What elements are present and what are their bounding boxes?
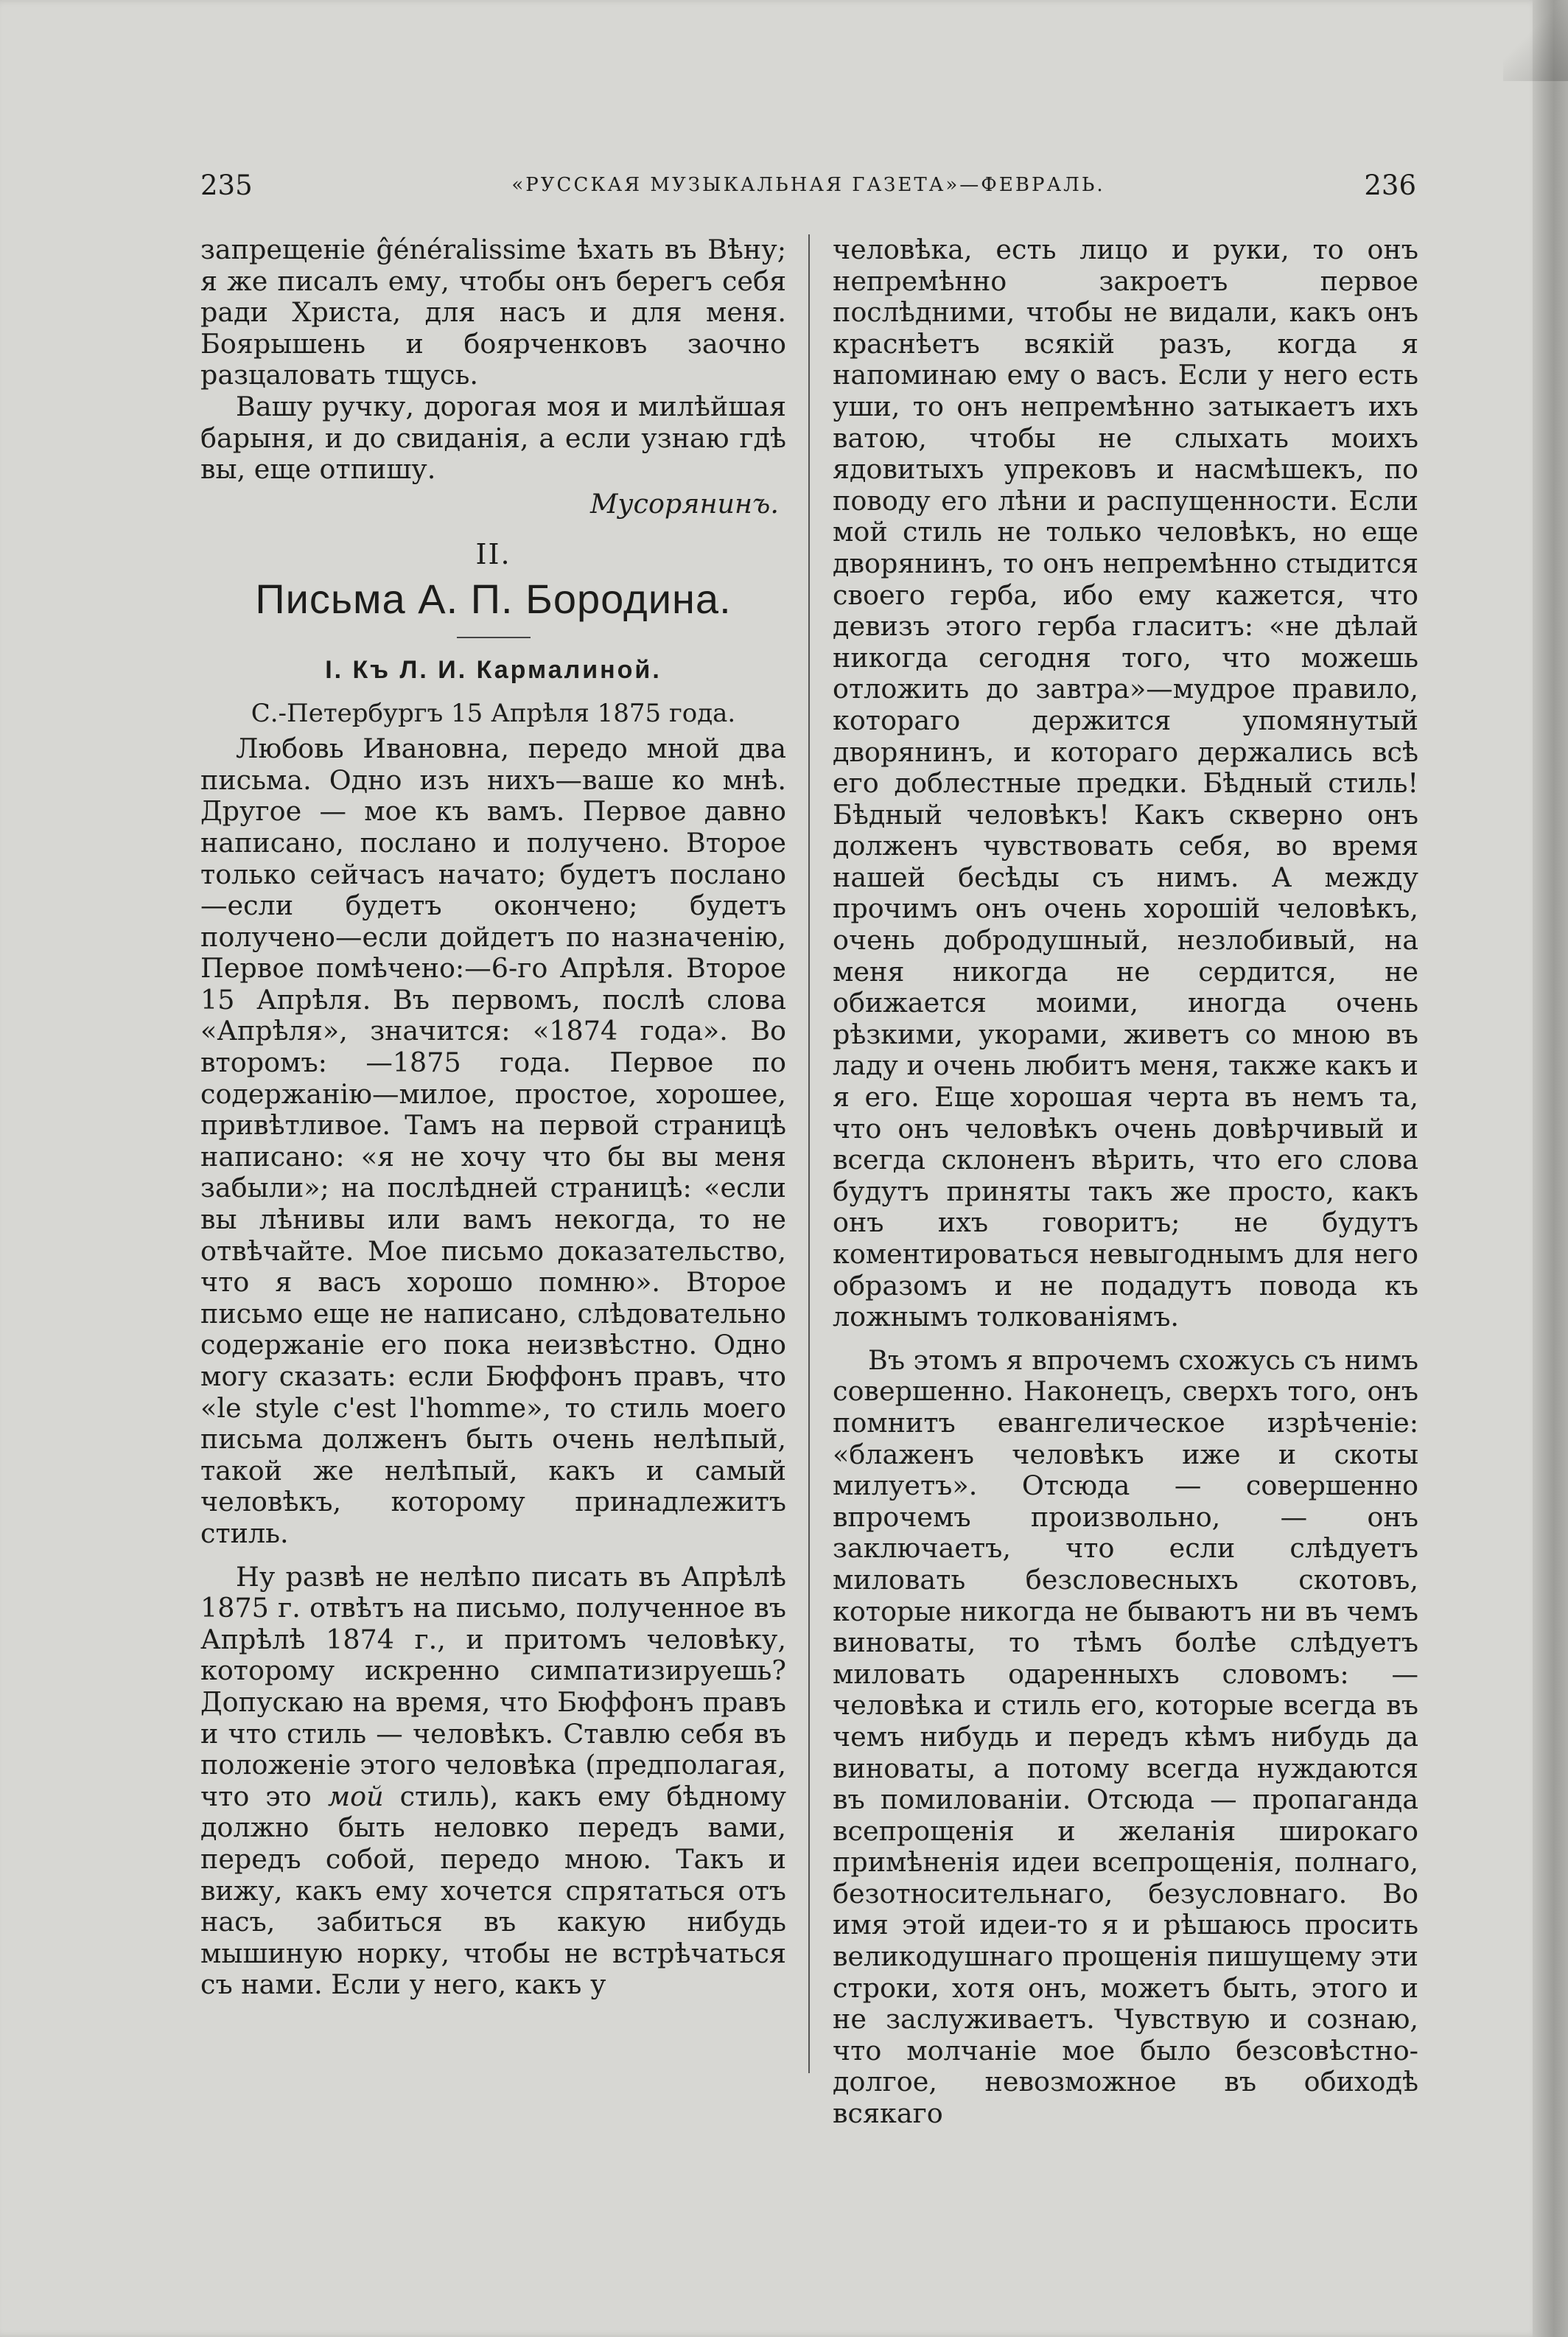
running-title: «РУССКАЯ МУЗЫКАЛЬНАЯ ГАЗЕТА»—ФЕВРАЛЬ. [511, 174, 1105, 196]
section-title: Письма А. П. Бородина. [255, 575, 732, 622]
left-column [200, 234, 786, 2001]
right-column [833, 234, 1418, 2130]
page-fold-edge [1533, 0, 1568, 2337]
right-paragraph-1: человѣка, есть лицо и руки, то онъ непремѣнно закроетъ первое послѣдними, чтобы не видали, какъ онъ краснѣетъ всякій разъ, когда я напоминаю ему о васъ. Если у него есть уши, то онъ непремѣнно затыкаетъ ихъ ватою, чтобы не слыхать моихъ ядовитыхъ упрековъ и насмѣшекъ, по поводу его лѣни и распущенности. Если мой стиль не только человѣкъ, но еще дворянинъ, то онъ непремѣнно стыдится своего герба, ибо ему кажется, что девизъ этого герба гласитъ: «не дѣлай никогда сегодня того, что можешь отложить до завтра»—мудрое правило, котораго держится упомянутый дворянинъ, и котораго держались всѣ его доблестные предки. Бѣдный стиль! Бѣдный человѣкъ! Какъ скверно онъ долженъ чувствовать себя, во время нашей бесѣды съ нимъ. А между прочимъ онъ очень хорошій человѣкъ, очень добродушный, незлобивый, на меня никогда не сердится, не обижается моими, иногда очень рѣзкими, укорами, живетъ со мною въ ладу и очень любитъ меня, также какъ и я его. Еще хорошая черта въ немъ та, что онъ человѣкъ очень довѣрчивый и всегда склоненъ вѣрить, что его слова будутъ приняты такъ же просто, какъ онъ ихъ говоритъ; не будутъ коментироваться невыгоднымъ для него образомъ и не подадутъ повода къ ложнымъ толкованіямъ. [833, 234, 1418, 1333]
right-paragraph-2: Въ этомъ я впрочемъ схожусь съ нимъ совершенно. Наконецъ, сверхъ того, онъ помнитъ евангелическое изрѣченie: «блаженъ человѣкъ иже и скоты милуетъ». Отсюда — совершенно впрочемъ произвольно, — онъ заключаетъ, что если слѣдуетъ миловать безсловесныхъ скотовъ, которые никогда не бываютъ ни въ чемъ виноваты, то тѣмъ болѣе слѣдуетъ миловать одаренныхъ словомъ: — человѣка и стиль его, которые всегда въ чемъ нибудь и передъ кѣмъ нибудь да виноваты, а потому всегда нуждаются въ помилованіи. Отсюда — пропаганда всепрощенія и желанія широкаго примѣненія идеи всепрощенія, полнаго, безотносительнаго, безусловнаго. Во имя этой идеи-то я и рѣшаюсь просить великодушнаго прощенія пишущему эти строки, хотя онъ, можетъ быть, этого и не заслуживаетъ. Чувствую и сознаю, что молчанie мое было безсовѣстно-долгое, невозможное въ обиходѣ всякаго [833, 1344, 1418, 2130]
title-rule [457, 637, 531, 638]
letter-paragraph-2-part-a: Ну развѣ не нелѣпо писать въ Апрѣлѣ 1875 г. отвѣтъ на письмо, полученное въ Апрѣлѣ 1874 г., и притомъ человѣку, которому искренно симпатизируешь? Допускаю на время, что Бюффонъ правъ и что стиль — человѣкъ. Ставлю себя въ положенie этого человѣка (предполагая, что это [200, 1560, 786, 1812]
page-number-left: 235 [200, 170, 253, 201]
letter-heading: I. Къ Л. И. Кармалиной. [325, 655, 662, 684]
letter-paragraph-1: Любовь Ивановна, передо мной два письма. Одно изъ нихъ—ваше ко мнѣ. Другое — мое къ вамъ. Первое давно написано, послано и получено. Второе только сейчасъ начато; будетъ послано—если будетъ окончено; будетъ получено—если дойдетъ по назначенію, Первое помѣчено:—6-го Апрѣля. Второе 15 Апрѣля. Въ первомъ, послѣ слова «Апрѣля», значится: «1874 года». Во второмъ: —1875 года. Первое по содержанію—милое, простое, хорошее, привѣтливое. Тамъ на первой страницѣ написано: «я не хочу что бы вы меня забыли»; на послѣдней страницѣ: «если вы лѣнивы или вамъ некогда, то не отвѣчайте. Мое письмо доказательство, что я васъ хорошо помню». Второе письмо еще не написано, слѣдовательно содержанie его пока неизвѣстно. Одно могу сказать: если Бюффонъ правъ, что «le style c'est l'homme», то стиль моего письма долженъ быть очень нелѣпый, такой же нелѣпый, какъ и самый человѣкъ, которому принадлежитъ стиль. [200, 733, 786, 1549]
signature: Мусорянинъ. [589, 487, 779, 520]
page-corner-shadow [1503, 0, 1568, 81]
letter-paragraph-2-part-b: стиль), какъ ему бѣдному должно быть неловко передъ вами, передъ собой, передо мною. Такъ и вижу, какъ ему хочется спрятаться отъ насъ, забиться въ какую нибудь мышиную норку, чтобы не встрѣчаться съ нами. Если у него, какъ у [200, 1780, 787, 2001]
page-header [200, 164, 1416, 208]
closing-paragraph: Вашу ручку, дорогая моя и милѣйшая барыня, и до свиданія, а если узнаю гдѣ вы, еще отпишу. [200, 390, 786, 486]
dateline: С.-Петербургъ 15 Апрѣля 1875 года. [251, 698, 736, 728]
letter-paragraph-2-italic: мой [327, 1780, 384, 1812]
letter-paragraph-2 [200, 1562, 786, 2001]
column-divider [808, 234, 810, 2073]
intro-paragraph: запрещенie ĝénéralissime ѣхать въ Вѣну; я же писалъ ему, чтобы онъ берегъ себя ради Христа, для насъ и для меня. Боярышень и боярченковъ заочно разцаловать тщусь. [200, 234, 786, 391]
page-number-right: 236 [1364, 170, 1416, 201]
section-number: II. [475, 538, 511, 571]
